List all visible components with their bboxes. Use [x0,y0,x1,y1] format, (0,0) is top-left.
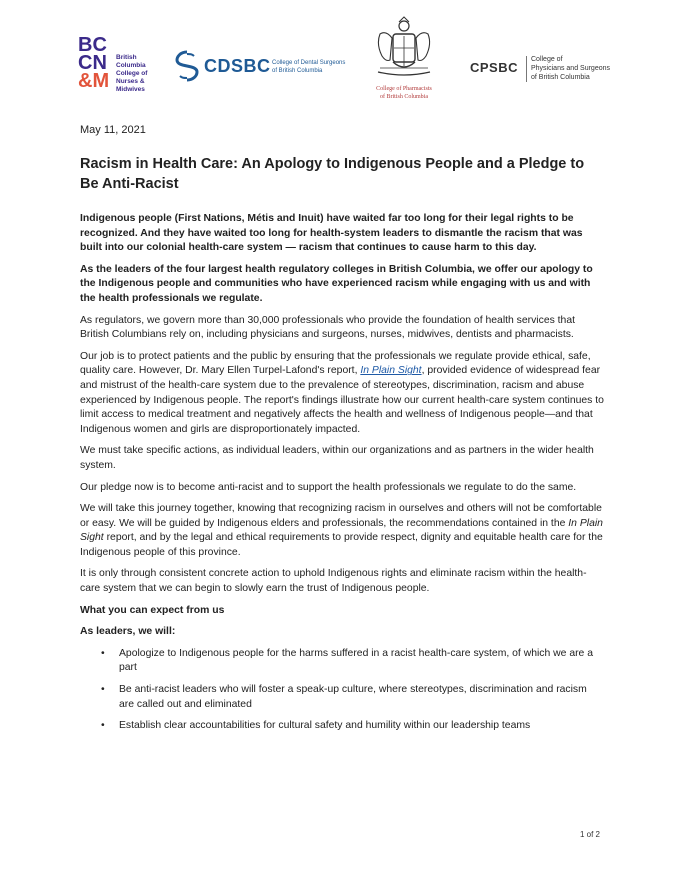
report-title: In Plain Sight [80,517,603,544]
bccnm-wordmark-line: Midwives [116,86,145,93]
logo-row [78,16,638,106]
page-number: 1 of 2 [579,830,600,839]
cpsbc-subtitle [531,55,641,82]
bccnm-logo [78,36,168,96]
cpsbc-subtitle-line: Physicians and Surgeons [531,65,610,72]
cdsbc-logo [174,50,354,84]
paragraph-text: Our job is to protect patients and the public by ensuring that the professionals we regulate provide ethical, safe, quality care. However, Dr. Mary Ellen Turpel-Lafond's report, [80,350,591,377]
cpsbc-logo [470,54,640,84]
letter-date: May 11, 2021 [80,124,146,136]
bccnm-wordmark-line: College of [116,70,148,77]
paragraph [80,502,604,560]
cpbc-wordmark [364,86,444,101]
bccnm-letters-line: BC [78,34,107,56]
letter-body [80,124,604,741]
cdsbc-subtitle [272,59,356,75]
cdsbc-mark-icon [174,50,200,82]
section-heading: What you can expect from us [80,604,225,616]
cpbc-wordmark-line: of British Columbia [380,93,428,100]
bccnm-letters [78,36,116,90]
cdsbc-wordmark: CDSBC [204,56,271,76]
letter-title: Racism in Health Care: An Apology to Indigenous People and a Pledge to Be Anti-Racist [80,156,585,192]
pledge-item: • Be anti-racist leaders who will foster a speak-up culture, where stereotypes, discrimination and racism are called out and eliminated [119,683,604,712]
paragraph-text: , provided evidence of widespread fear and mistrust of the health-care system due to the prevalence of stereotypes, discrimination, racism and abuse experienced by Indigenous people. The report's findings illustrate how our current health-care system continues to limit access to medical treatment and negatively affects the health and wellness of Indigenous people—and that Indigenous women and girls are disproportionately impacted. [80,365,604,435]
paragraph-text: report, and by the legal and ethical requirements to provide respect, dignity and equitable health care for the Indigenous people of this province. [80,532,603,558]
paragraph: As regulators, we govern more than 30,000 professionals who provide the foundation of health services that British Columbians rely on, including physicians and surgeons, nurses, midwives, dentists and pharmacists. [80,314,576,341]
cpsbc-divider [526,56,527,82]
in-plain-sight-link[interactable]: In Plain Sight [360,365,422,377]
bccnm-letters-line: &M [78,70,110,92]
pledge-item: • Establish clear accountabilities for cultural safety and humility within our leadership teams [119,719,604,734]
section-heading: As leaders, we will: [80,626,176,638]
bccnm-letters-line: CN [78,52,107,74]
bccnm-wordmark-line: Nurses & [116,78,145,85]
cpsbc-subtitle-line: of British Columbia [531,74,590,81]
crest-icon [372,16,436,82]
pledge-item: • Apologize to Indigenous people for the harms suffered in a racist health-care system, of which we are a part [119,647,604,676]
bccnm-wordmark-line: British [116,54,137,61]
cpbc-logo [368,16,440,106]
cpsbc-wordmark: CPSBC [470,60,519,75]
paragraph: It is only through consistent concrete action to uphold Indigenous rights and eliminate racism within the health-care system that we can begin to slowly earn the trust of Indigenous people. [80,568,587,595]
paragraph: Our pledge now is to become anti-racist and to support the health professionals we regulate to do the same. [80,481,577,493]
cdsbc-subtitle-line: of British Columbia [272,68,323,74]
bccnm-wordmark-line: Columbia [116,62,146,69]
cdsbc-subtitle-line: College of Dental Surgeons [272,60,346,66]
paragraph-text: We will take this journey together, knowing that recognizing racism in ourselves and others will not be comfortable or easy. We will be guided by Indigenous elders and professionals, the recommendations contained in the [80,503,602,529]
bccnm-wordmark [116,54,168,94]
paragraph: As the leaders of the four largest health regulatory colleges in British Columbia, we offer our apology to the Indigenous people and communities who have experienced racism while engaging with us and with the health professionals we regulate. [80,263,593,304]
cpsbc-subtitle-line: College of [531,56,563,63]
paragraph [80,350,604,438]
cpbc-wordmark-line: College of Pharmacists [376,86,432,92]
paragraph: We must take specific actions, as individual leaders, within our organizations and as partners in the wider health system. [80,445,594,471]
paragraph: Indigenous people (First Nations, Métis and Inuit) have waited far too long for their legal rights to be recognized. And they have waited too long for health-system leaders to dismantle the racism that was built into our colonial health-care system — racism that continues to cause harm to this day. [80,213,583,254]
pledge-list [80,647,604,734]
